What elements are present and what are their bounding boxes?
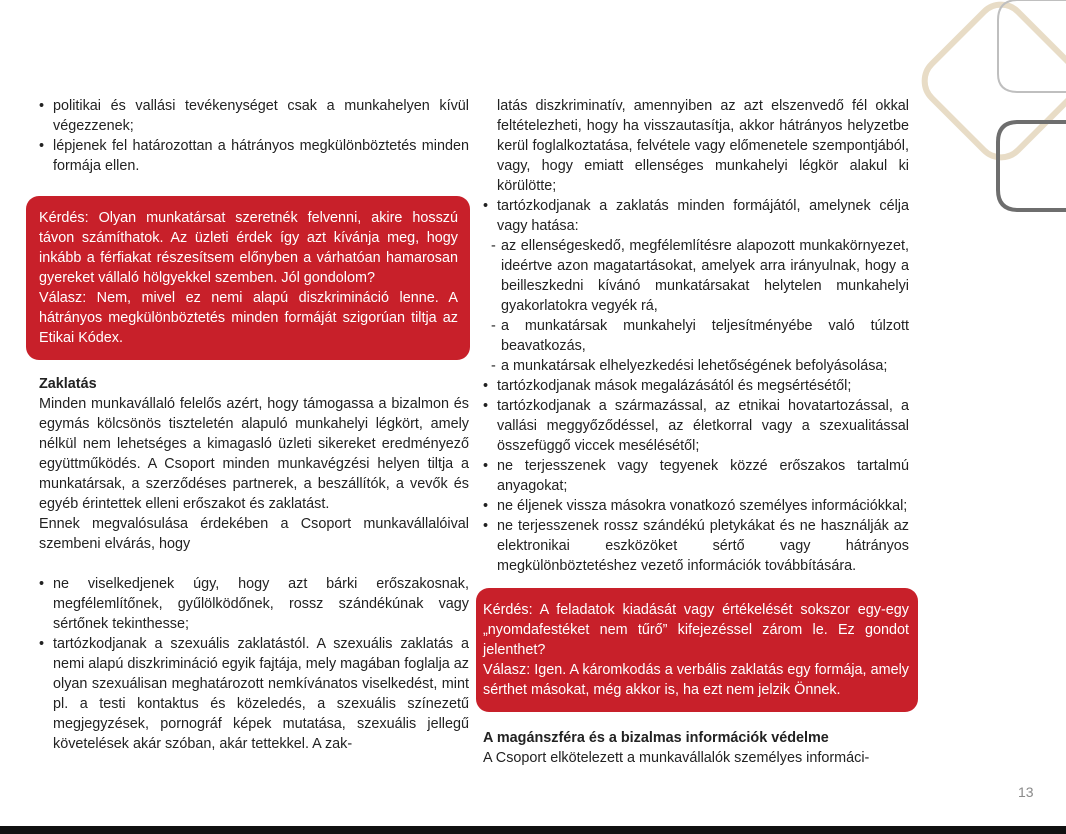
- bullet-item: • ne terjesszenek rossz szándékú pletykákat és ne használják az elektronikai eszközöket sértő vagy hátrányos megkülönböztetéshez vezető információk továbbítására.: [483, 516, 909, 576]
- qa-answer: Válasz: Nem, mivel ez nemi alapú diszkrimináció lenne. A hátrányos megkülönböztetés minden formáját szigorúan tiltja az Etikai Kódex.: [39, 290, 458, 346]
- bullet-item: • ne viselkedjenek úgy, hogy azt bárki erőszakosnak, megfélemlítőnek, gyűlölködőnek, rossz szándékúnak vagy sértőnek tekinthesse;: [39, 574, 469, 634]
- bullet-item: • tartózkodjanak mások megalázásától és megsértésétől;: [483, 376, 909, 396]
- qa-answer: Válasz: Igen. A káromkodás a verbális zaklatás egy formája, amely sérthet másokat, még akkor is, ha ezt nem jelzik Önnek.: [483, 662, 909, 698]
- right-column: [483, 96, 909, 768]
- paragraph: Ennek megvalósulása érdekében a Csoport munkavállalóival szembeni elvárás, hogy: [39, 516, 469, 552]
- dash-item: - a munkatársak munkahelyi teljesítményébe való túlzott beavatkozás,: [483, 316, 909, 356]
- corner-decoration: [910, 0, 1066, 220]
- section-title-privacy: A magánszféra és a bizalmas információk védelme: [483, 730, 829, 746]
- qa-question: Kérdés: A feladatok kiadását vagy értékelését sokszor egy-egy „nyomdafestéket nem tűrő” kifejezéssel zárom le. Ez gondot jelenthet?: [483, 602, 909, 658]
- footer-band: [0, 826, 1066, 834]
- section-title-harassment: Zaklatás: [39, 376, 97, 392]
- dash-item: - az ellenségeskedő, megfélemlítésre alapozott munkakörnyezet, ideértve azon magatartásokat, amelyek arra irányulnak, hogy a beilleszkedni kívánó munkatársakat helytelen munkahelyi gyakorlatokra vegyék rá,: [483, 236, 909, 316]
- page-number: 13: [1018, 784, 1034, 800]
- qa-box-swearing: [476, 588, 918, 712]
- deco-diamond-outline: [915, 0, 1066, 167]
- spacer: [39, 554, 469, 574]
- bullet-item: • tartózkodjanak a zaklatás minden formájától, amelynek célja vagy hatása:: [483, 196, 909, 236]
- bullet-item: • tartózkodjanak a származással, az etnikai hovatartozással, a vallási meggyőződéssel, az életkorral vagy a szexualitással összefüggő viccek mesélésétől;: [483, 396, 909, 456]
- dash-item: - a munkatársak elhelyezkedési lehetőségének befolyásolása;: [483, 356, 909, 376]
- paragraph: Minden munkavállaló felelős azért, hogy támogassa a bizalmon és egymás kölcsönös tiszteletén alapuló munkahelyi légkört, amely nélkül nem lehetséges a kimagasló üzleti sikereket eredményező együttműködés. A Csoport minden munkavégzési helyen tiltja a munkatársak, a szerződéses partnerek, a beszállítók, a vevők és egyéb érintettek elleni erőszakot és zaklatást.: [39, 396, 469, 512]
- bullet-item: • politikai és vallási tevékenységet csak a munkahelyen kívül végezzenek;: [39, 96, 469, 136]
- bullet-item: • ne éljenek vissza másokra vonatkozó személyes információkkal;: [483, 496, 909, 516]
- left-column: [39, 96, 469, 754]
- bullet-item: • ne terjesszenek vagy tegyenek közzé erőszakos tartalmú anyagokat;: [483, 456, 909, 496]
- qa-box-discrimination: [26, 196, 470, 360]
- paragraph: A Csoport elkötelezett a munkavállalók személyes informáci-: [483, 750, 870, 766]
- bullet-item: • lépjenek fel határozottan a hátrányos megkülönböztetés minden formája ellen.: [39, 136, 469, 176]
- continuation-text: latás diszkriminatív, amennyiben az azt elszenvedő fél okkal feltételezheti, hogy ha visszautasítja, akkor hátrányos helyzetbe kerül foglalkoztatása, felvétele vagy előmenetele szempontjából, vagy, hogy emiatt ellenséges munkahelyi légkör alakul ki körülötte;: [497, 98, 909, 194]
- qa-question: Kérdés: Olyan munkatársat szeretnék felvenni, akire hosszú távon számíthatok. Az üzleti érdek így azt kívánja meg, hogy inkább a férfiakat részesítsem előnyben a várhatóan hamarosan gyereket vállaló hölgyekkel szemben. Jól gondolom?: [39, 210, 458, 286]
- bullet-item: • tartózkodjanak a szexuális zaklatástól. A szexuális zaklatás a nemi alapú diszkrimináció egyik fajtája, mely magában foglalja az olyan szexuálisan meghatározott nemkívánatos viselkedést, mint pl. a testi kontaktus és közeledés, a szexuális színezetű megjegyzések, pornográf képek mutatása, szexuális jellegű követelések akár szóban, akár tettekkel. A zak-: [39, 634, 469, 754]
